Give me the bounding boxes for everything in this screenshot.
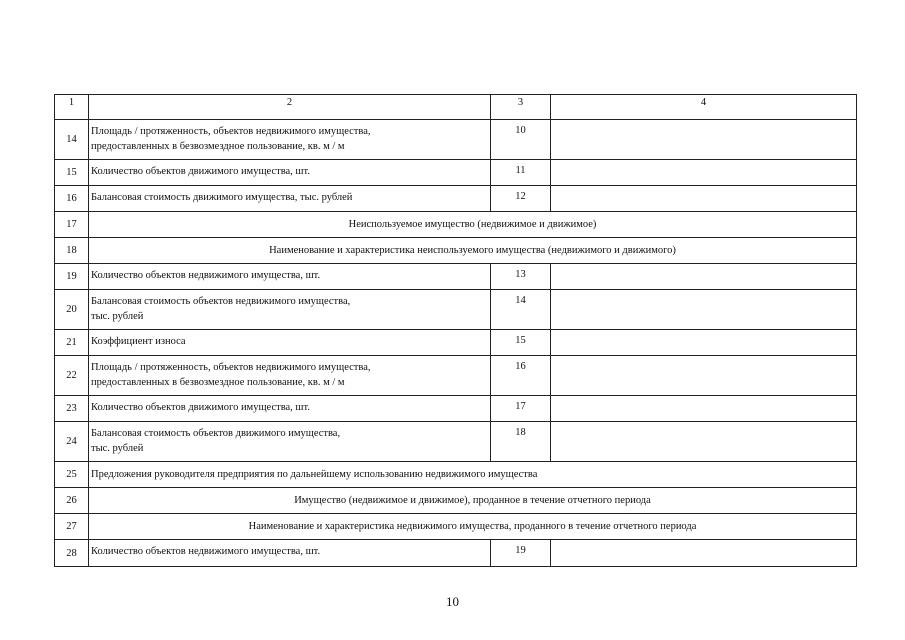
row-number: 15 (55, 160, 89, 186)
header-col-2: 2 (89, 95, 491, 120)
row-value-cell (551, 264, 857, 290)
row-code: 17 (491, 396, 551, 422)
row-value-cell (551, 356, 857, 396)
row-value-cell (551, 422, 857, 462)
row-code: 14 (491, 290, 551, 330)
row-code: 16 (491, 356, 551, 396)
row-number: 28 (55, 540, 89, 567)
row-description: Площадь / протяженность, объектов недвижимого имущества, предоставленных в безвозмездное пользование, кв. м / м (89, 120, 491, 160)
table-row (55, 238, 857, 264)
row-description: Количество объектов движимого имущества, шт. (89, 160, 491, 186)
row-code: 19 (491, 540, 551, 567)
table-row (55, 330, 857, 356)
row-number: 26 (55, 488, 89, 514)
header-col-3: 3 (491, 95, 551, 120)
row-number: 25 (55, 462, 89, 488)
row-description: Количество объектов недвижимого имущества, шт. (89, 540, 491, 567)
table-row (55, 290, 857, 330)
table-row (55, 462, 857, 488)
header-col-1: 1 (55, 95, 89, 120)
row-number: 20 (55, 290, 89, 330)
row-number: 19 (55, 264, 89, 290)
row-number: 16 (55, 186, 89, 212)
table-row (55, 186, 857, 212)
row-number: 14 (55, 120, 89, 160)
row-number: 18 (55, 238, 89, 264)
row-number: 22 (55, 356, 89, 396)
row-description: Балансовая стоимость движимого имущества, тыс. рублей (89, 186, 491, 212)
table-row (55, 540, 857, 567)
table-body (55, 120, 857, 567)
row-value-cell (551, 160, 857, 186)
row-description: Площадь / протяженность, объектов недвижимого имущества, предоставленных в безвозмездное пользование, кв. м / м (89, 356, 491, 396)
table-row (55, 514, 857, 540)
page-number: 10 (446, 594, 459, 609)
row-value-cell (551, 396, 857, 422)
row-value-cell (551, 186, 857, 212)
section-heading: Имущество (недвижимое и движимое), проданное в течение отчетного периода (89, 488, 857, 514)
row-code: 10 (491, 120, 551, 160)
row-code: 18 (491, 422, 551, 462)
row-description: Коэффициент износа (89, 330, 491, 356)
row-number: 23 (55, 396, 89, 422)
table-row (55, 356, 857, 396)
table-row (55, 160, 857, 186)
table-row (55, 120, 857, 160)
table-row (55, 396, 857, 422)
table-row (55, 422, 857, 462)
row-description: Количество объектов недвижимого имущества, шт. (89, 264, 491, 290)
row-description: Балансовая стоимость объектов движимого имущества, тыс. рублей (89, 422, 491, 462)
row-code: 12 (491, 186, 551, 212)
section-heading: Наименование и характеристика неиспользуемого имущества (недвижимого и движимого) (89, 238, 857, 264)
row-description: Балансовая стоимость объектов недвижимого имущества, тыс. рублей (89, 290, 491, 330)
table-row (55, 264, 857, 290)
row-value-cell (551, 330, 857, 356)
row-number: 27 (55, 514, 89, 540)
row-number: 17 (55, 212, 89, 238)
row-value-cell (551, 290, 857, 330)
row-code: 13 (491, 264, 551, 290)
row-description: Количество объектов движимого имущества, шт. (89, 396, 491, 422)
table-row (55, 212, 857, 238)
section-heading: Неиспользуемое имущество (недвижимое и движимое) (89, 212, 857, 238)
section-heading: Предложения руководителя предприятия по дальнейшему использованию недвижимого имущества (89, 462, 857, 488)
row-value-cell (551, 120, 857, 160)
header-row (55, 95, 857, 120)
table-row (55, 488, 857, 514)
section-heading: Наименование и характеристика недвижимого имущества, проданного в течение отчетного периода (89, 514, 857, 540)
row-value-cell (551, 540, 857, 567)
report-table (54, 94, 857, 567)
row-code: 11 (491, 160, 551, 186)
row-number: 21 (55, 330, 89, 356)
row-number: 24 (55, 422, 89, 462)
row-code: 15 (491, 330, 551, 356)
header-col-4: 4 (551, 95, 857, 120)
